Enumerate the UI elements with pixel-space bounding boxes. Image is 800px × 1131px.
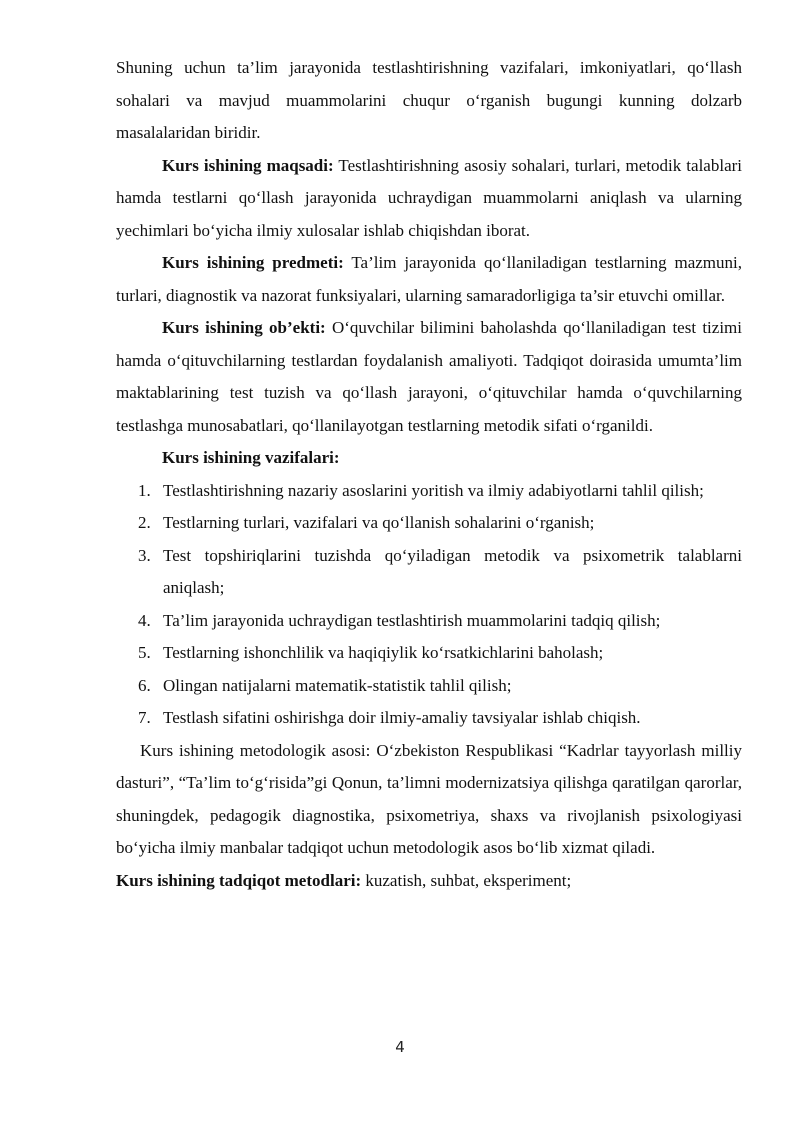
tasks-heading: [116, 442, 742, 475]
list-item-number: 5.: [138, 643, 151, 662]
intro-paragraph: Shuning uchun ta’lim jarayonida testlashtirishning vazifalari, imkoniyatlari, qo‘llash sohalari va mavjud muammolarini chuqur o‘rganish bugungi kunning dolzarb masalalaridan biridir.: [116, 58, 742, 142]
tasks-list: [116, 475, 742, 735]
list-item: [116, 605, 742, 638]
object-paragraph: [116, 312, 742, 442]
subject-text: Ta’lim jarayonida qo‘llaniladigan testlarning mazmuni, turlari, diagnostik va nazorat funksiyalari, ularning samaradorligiga ta’sir etuvchi omillar.: [116, 253, 742, 305]
list-item: [116, 540, 742, 605]
methods-label: Kurs ishining tadqiqot metodlari:: [116, 870, 362, 890]
list-item: [116, 637, 742, 670]
methods-paragraph: [116, 865, 742, 898]
list-item-number: 4.: [138, 610, 151, 630]
list-item-number: 2.: [138, 513, 151, 532]
list-item: [116, 670, 742, 703]
list-item-text: Test topshiriqlarini tuzishda qo‘yiladigan metodik va psixometrik talablarni aniqlash;: [163, 545, 742, 597]
list-item-text: Testlarning turlari, vazifalari va qo‘llanish sohalarini o‘rganish;: [163, 513, 595, 532]
list-item-number: 3.: [138, 545, 151, 565]
subject-paragraph: [116, 247, 742, 312]
list-item-text: Testlash sifatini oshirishga doir ilmiy-amaliy tavsiyalar ishlab chiqish.: [163, 708, 641, 727]
object-label: Kurs ishining ob’ekti:: [162, 318, 326, 337]
tasks-label: Kurs ishining vazifalari:: [162, 448, 340, 467]
subject-label: Kurs ishining predmeti:: [162, 253, 344, 272]
list-item-text: Ta’lim jarayonida uchraydigan testlashtirish muammolarini tadqiq qilish;: [163, 610, 661, 630]
list-item-text: Testlashtirishning nazariy asoslarini yoritish va ilmiy adabiyotlarni tahlil qilish;: [163, 480, 704, 500]
goal-paragraph: [116, 150, 742, 248]
list-item-number: 6.: [138, 675, 151, 695]
list-item: [116, 475, 742, 508]
goal-label: Kurs ishining maqsadi:: [162, 155, 334, 175]
methodology-paragraph: Kurs ishining metodologik asosi: O‘zbekiston Respublikasi “Kadrlar tayyorlash milliy dasturi”, “Ta’lim to‘g‘risida”gi Qonun, ta’limni modernizatsiya qilishga qaratilgan qarorlar, shuningdek, pedagogik diagnostika, psixometriya, shaxs va rivojlanish psixologiyasi bo‘yicha ilmiy manbalar tadqiqot uchun metodologik asos bo‘lib xizmat qiladi.: [116, 740, 742, 857]
goal-text: Testlashtirishning asosiy sohalari, turlari, metodik talablari hamda testlarni qo‘llash jarayonida uchraydigan muammolarni aniqlash va ularning yechimlari bo‘yicha ilmiy xulosalar ishlab chiqishdan iborat.: [116, 155, 742, 240]
list-item: [116, 507, 742, 540]
list-item-number: 7.: [138, 708, 151, 727]
list-item-text: Olingan natijalarni matematik-statistik tahlil qilish;: [163, 675, 512, 695]
methods-text: kuzatish, suhbat, eksperiment;: [361, 870, 572, 890]
list-item-number: 1.: [138, 480, 151, 500]
list-item-text: Testlarning ishonchlilik va haqiqiylik ko‘rsatkichlarini baholash;: [163, 643, 604, 662]
object-text: O‘quvchilar bilimini baholashda qo‘llaniladigan test tizimi hamda o‘qituvchilarning testlardan foydalanish amaliyoti. Tadqiqot doirasida umumta’lim maktablarining test tuzish va qo‘llash jarayoni, o‘qituvchilar hamda o‘quvchilarning testlashga munosabatlari, qo‘llanilayotgan testlarning metodik sifati o‘rganildi.: [116, 318, 742, 435]
page-number: 4: [395, 1038, 405, 1056]
list-item: [116, 702, 742, 735]
page-body: [116, 52, 742, 897]
